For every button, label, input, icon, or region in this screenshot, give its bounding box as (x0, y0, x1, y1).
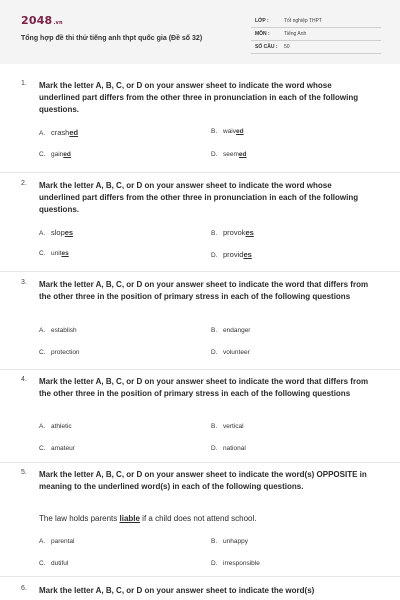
option-letter: D. (211, 252, 218, 259)
option-word: athletic (51, 423, 72, 430)
option-letter: D. (211, 445, 218, 452)
option-letter: C. (39, 445, 46, 452)
option-d[interactable] (211, 349, 250, 356)
option-word: provid (223, 250, 244, 259)
question-number: 4. (21, 376, 27, 383)
option-word: slop (51, 228, 65, 237)
option-letter: B. (211, 423, 218, 430)
option-word: unhappy (223, 538, 248, 545)
meta-count-key: SỐ CÂU : (255, 44, 278, 50)
divider (0, 576, 400, 577)
question-sentence (39, 514, 256, 523)
option-a[interactable] (39, 538, 75, 545)
question-1 (21, 80, 373, 170)
question-text: Mark the letter A, B, C, or D on your answer sheet to indicate the word that differs from the other three in the position of primary stress in each of the following questions (39, 377, 369, 398)
underlined-part: ed (63, 151, 71, 158)
question-text: Mark the letter A, B, C, or D on your answer sheet to indicate the word(s) (39, 586, 315, 595)
option-letter: A. (39, 130, 46, 137)
option-d[interactable] (211, 250, 252, 259)
meta-count-row (251, 42, 381, 54)
option-word: irresponsible (223, 560, 260, 567)
option-c[interactable] (39, 349, 80, 356)
question-text: Mark the letter A, B, C, or D on your answer sheet to indicate the word that differs from the other three in the position of primary stress in each of the following questions (39, 280, 369, 301)
option-letter: B. (211, 230, 218, 237)
sentence-text: if a child does not attend school. (139, 514, 257, 523)
logo-suffix: .vn (53, 20, 63, 26)
option-letter: D. (211, 560, 218, 567)
option-word: gain (51, 151, 64, 158)
option-word: crash (51, 128, 70, 137)
option-b[interactable] (211, 423, 244, 430)
option-c[interactable] (39, 560, 68, 567)
meta-class-value: Tốt nghiệp THPT (284, 18, 322, 24)
option-b[interactable] (211, 327, 250, 334)
option-d[interactable] (211, 560, 260, 567)
question-text: Mark the letter A, B, C, or D on your answer sheet to indicate the word whose underlined part differs from the other three in pronunciation in each of the following questions. (39, 181, 359, 214)
option-word: parental (51, 538, 75, 545)
underlined-part: es (245, 228, 254, 237)
meta-class-key: LỚP : (255, 18, 269, 24)
underlined-word: liable (119, 514, 140, 523)
option-letter: C. (39, 349, 46, 356)
option-d[interactable] (211, 151, 247, 158)
question-number: 6. (21, 585, 27, 592)
option-letter: A. (39, 327, 46, 334)
underlined-part: es (61, 250, 69, 257)
option-letter: C. (39, 560, 46, 567)
question-number: 1. (21, 80, 27, 87)
question-text: Mark the letter A, B, C, or D on your answer sheet to indicate the word(s) OPPOSITE in meaning to the underlined word(s) in each of the following questions. (39, 470, 367, 491)
option-letter: A. (39, 423, 46, 430)
option-b[interactable] (211, 538, 248, 545)
meta-subject-value: Tiếng Anh (284, 31, 307, 37)
meta-count-value: 50 (284, 44, 290, 50)
site-logo[interactable] (21, 14, 63, 27)
option-word: protection (51, 349, 80, 356)
meta-subject-row (251, 29, 381, 41)
underlined-part: es (64, 228, 74, 237)
option-letter: A. (39, 230, 46, 237)
meta-class-row (251, 16, 381, 28)
meta-subject-key: MÔN : (255, 31, 270, 37)
divider (0, 369, 400, 370)
option-word: volunteer (223, 349, 250, 356)
question-text: Mark the letter A, B, C, or D on your answer sheet to indicate the word whose underlined part differs from the other three in pronunciation in each of the following questions. (39, 81, 359, 114)
option-b[interactable] (211, 128, 244, 135)
option-d[interactable] (211, 445, 246, 452)
option-word: unit (51, 250, 62, 257)
option-word: vertical (223, 423, 244, 430)
question-number: 5. (21, 469, 27, 476)
option-letter: B. (211, 128, 218, 135)
question-number: 3. (21, 279, 27, 286)
option-word: seem (223, 151, 239, 158)
option-letter: A. (39, 538, 46, 545)
option-word: national (223, 445, 246, 452)
option-letter: C. (39, 151, 46, 158)
divider (0, 271, 400, 272)
option-b[interactable] (211, 228, 254, 237)
question-6 (21, 585, 373, 600)
question-2 (21, 180, 373, 268)
question-4 (21, 376, 373, 462)
option-c[interactable] (39, 250, 69, 257)
question-3 (21, 279, 373, 367)
underlined-part: ed (236, 128, 244, 135)
option-a[interactable] (39, 228, 73, 237)
option-a[interactable] (39, 327, 77, 334)
option-word: endanger (223, 327, 251, 334)
option-c[interactable] (39, 445, 75, 452)
option-letter: D. (211, 349, 218, 356)
option-letter: B. (211, 538, 218, 545)
underlined-part: ed (69, 128, 79, 137)
option-letter: C. (39, 250, 46, 257)
question-5 (21, 469, 373, 575)
divider (0, 172, 400, 173)
option-a[interactable] (39, 128, 78, 137)
option-word: dutiful (51, 560, 69, 567)
document-header (0, 0, 400, 64)
divider (0, 462, 400, 463)
underlined-part: ed (238, 151, 247, 158)
option-c[interactable] (39, 151, 71, 158)
question-number: 2. (21, 180, 27, 187)
sentence-text: The law holds parents (39, 514, 120, 523)
option-word: waiv (223, 128, 237, 135)
option-letter: B. (211, 327, 218, 334)
underlined-part: es (243, 250, 252, 259)
document-title: Tổng hợp đề thi thử tiếng anh thpt quốc gia (Đề số 32) (21, 35, 203, 42)
option-word: establish (51, 327, 77, 334)
logo-text: 2048 (21, 14, 53, 27)
option-letter: D. (211, 151, 218, 158)
option-a[interactable] (39, 423, 72, 430)
option-word: provok (223, 228, 246, 237)
option-word: amateur (51, 445, 75, 452)
